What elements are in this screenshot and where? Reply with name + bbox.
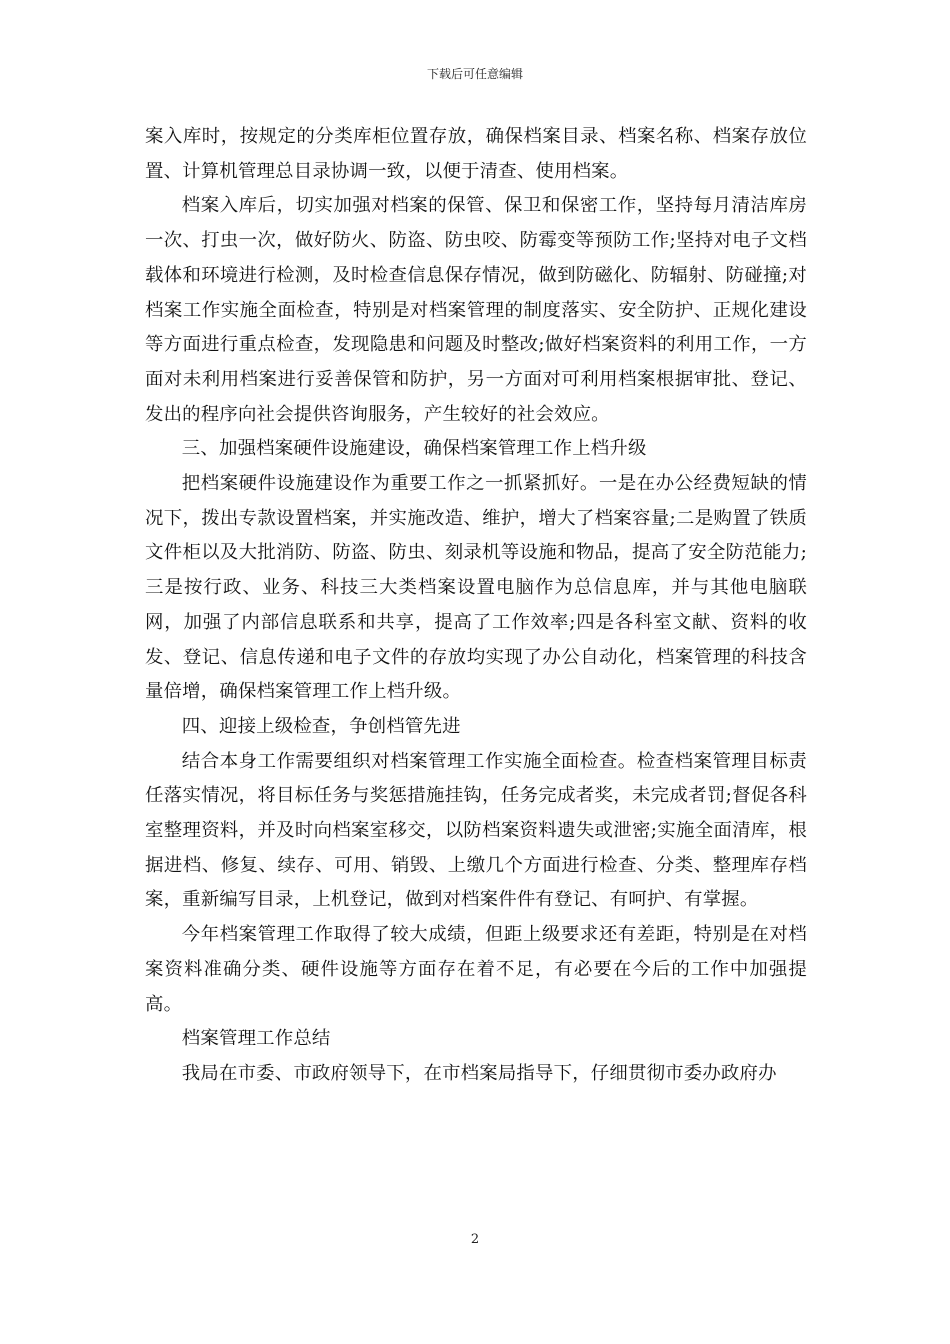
paragraph: 我局在市委、市政府领导下，在市档案局指导下，仔细贯彻市委办政府办 — [181, 1062, 777, 1084]
page-header: 下载后可任意编辑 — [426, 67, 523, 81]
paragraph: 案入库时，按规定的分类库柜位置存放，确保档案目录、档案名称、档案存放位置、计算机管理总目录协调一致，以便于清查、使用档案。 — [145, 126, 807, 182]
paragraph: 档案入库后，切实加强对档案的保管、保卫和保密工作，坚持每月清洁库房一次、打虫一次，做好防火、防盗、防虫咬、防霉变等预防工作;坚持对电子文档载体和环境进行检测，及时检查信息保存情况，做到防磁化、防辐射、防碰撞;对档案工作实施全面检查，特别是对档案管理的制度落实、安全防护、正规化建设等方面进行重点检查，发现隐患和问题及时整改;做好档案资料的利用工作，一方面对未利用档案进行妥善保管和防护，另一方面对可利用档案根据审批、登记、发出的程序向社会提供咨询服务，产生较好的社会效应。 — [145, 195, 807, 425]
page-number: 2 — [470, 1232, 480, 1247]
document-title: 档案管理工作总结 — [181, 1028, 331, 1050]
document-body — [145, 120, 807, 1092]
section-heading: 四、迎接上级检查，争创档管先进 — [181, 715, 461, 737]
paragraph: 结合本身工作需要组织对档案管理工作实施全面检查。检查档案管理目标责任落实情况，将目标任务与奖惩措施挂钩，任务完成者奖，未完成者罚;督促各科室整理资料，并及时向档案室移交，以防档案资料遗失或泄密;实施全面清库，根据进档、修复、续存、可用、销毁、上缴几个方面进行检查、分类、整理库存档案，重新编写目录，上机登记，做到对档案件件有登记、有呵护、有掌握。 — [145, 750, 807, 911]
section-heading: 三、加强档案硬件设施建设，确保档案管理工作上档升级 — [181, 438, 647, 460]
paragraph: 把档案硬件设施建设作为重要工作之一抓紧抓好。一是在办公经费短缺的情况下，拨出专款设置档案，并实施改造、维护，增大了档案容量;二是购置了铁质文件柜以及大批消防、防盗、防虫、刻录机等设施和物品，提高了安全防范能力;三是按行政、业务、科技三大类档案设置电脑作为总信息库，并与其他电脑联网，加强了内部信息联系和共享，提高了工作效率;四是各科室文献、资料的收发、登记、信息传递和电子文件的存放均实现了办公自动化，档案管理的科技含量倍增，确保档案管理工作上档升级。 — [145, 473, 807, 703]
paragraph: 今年档案管理工作取得了较大成绩，但距上级要求还有差距，特别是在对档案资料准确分类、硬件设施等方面存在着不足，有必要在今后的工作中加强提高。 — [145, 924, 807, 1015]
